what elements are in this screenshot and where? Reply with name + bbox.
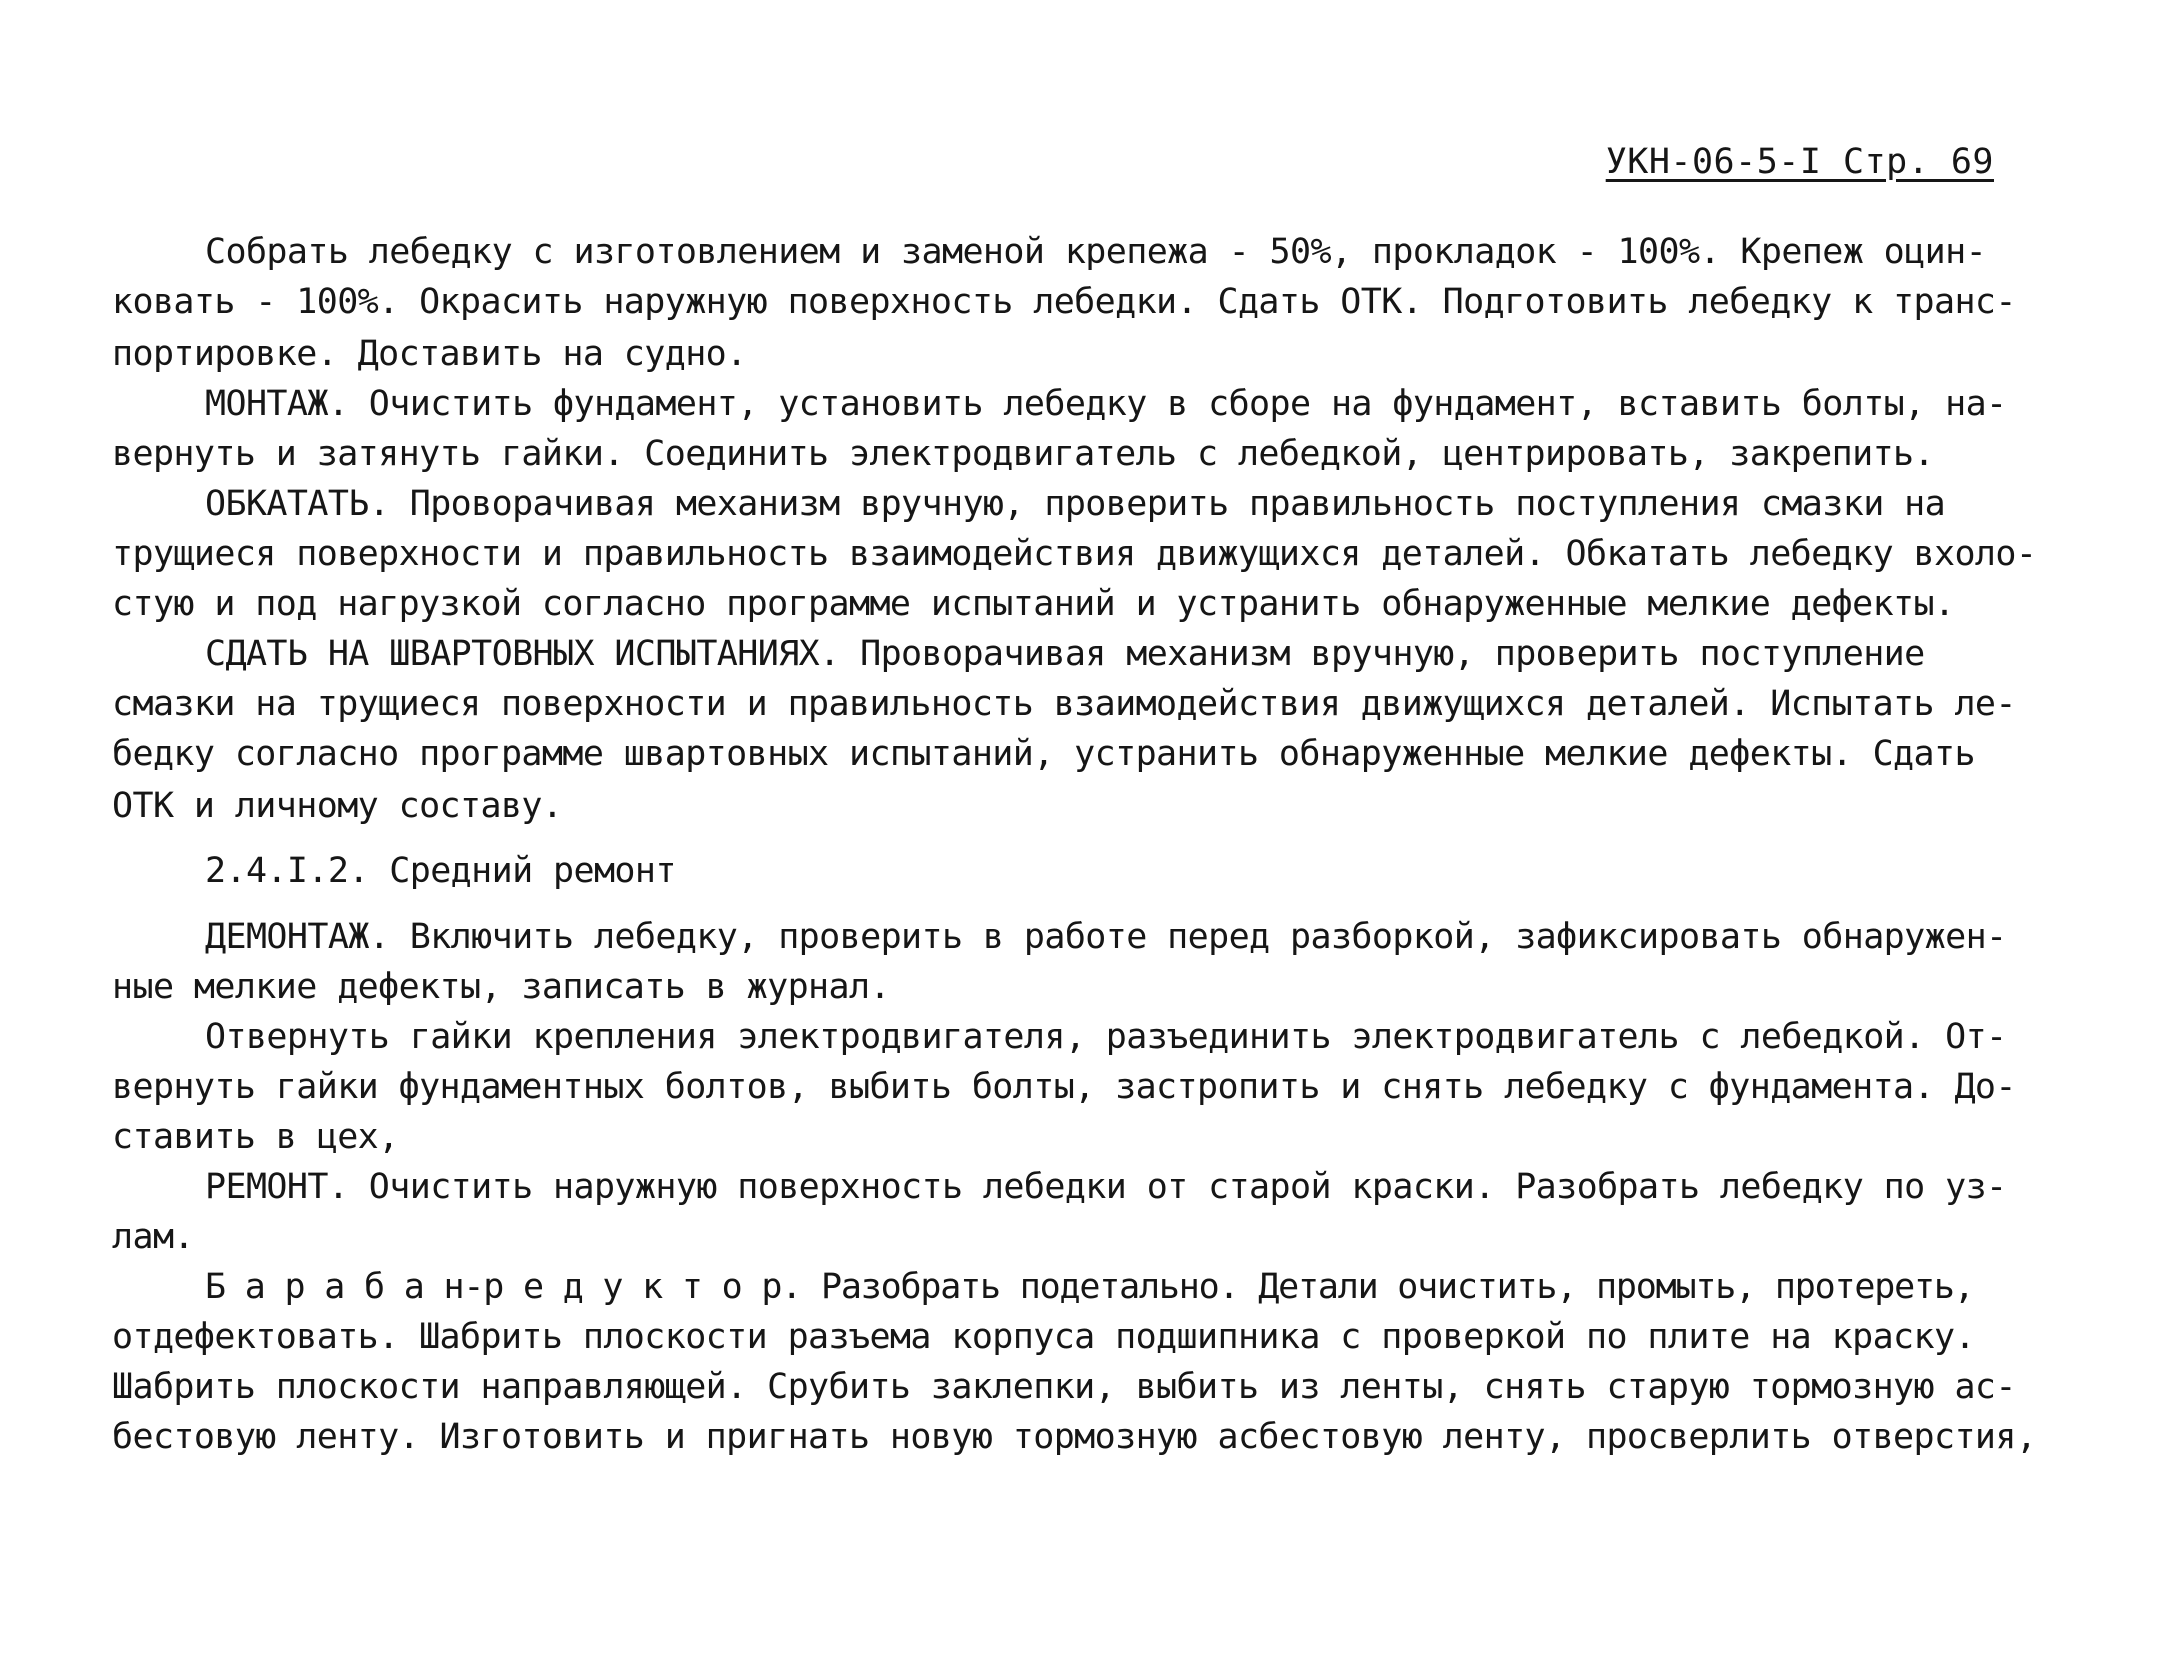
body-line-3: портировке. Доставить на судно. bbox=[112, 334, 747, 374]
body-line-8: стую и под нагрузкой согласно программе испытаний и устранить обнаруженные мелкие дефекты. bbox=[112, 584, 1955, 624]
body-line-24: бестовую ленту. Изготовить и пригнать новую тормозную асбестовую ленту, просверлить отверстия, bbox=[112, 1417, 2037, 1457]
page-header: УКН-06-5-I Стр. 69 bbox=[1605, 142, 1994, 182]
body-line-19: РЕМОНТ. Очистить наружную поверхность лебедки от старой краски. Разобрать лебедку по уз- bbox=[205, 1167, 2007, 1207]
body-line-11: бедку согласно программе швартовных испытаний, устранить обнаруженные мелкие дефекты. Сдать bbox=[112, 734, 1975, 774]
body-line-1: Собрать лебедку с изготовлением и заменой крепежа - 50%, прокладок - 100%. Крепеж оцин- bbox=[205, 232, 1987, 272]
body-line-9: СДАТЬ НА ШВАРТОВНЫХ ИСПЫТАНИЯХ. Проворачивая механизм вручную, проверить поступление bbox=[205, 634, 1925, 674]
body-line-14: ДЕМОНТАЖ. Включить лебедку, проверить в работе перед разборкой, зафиксировать обнаружен- bbox=[205, 917, 2007, 957]
body-line-10: смазки на трущиеся поверхности и правильность взаимодействия движущихся деталей. Испытать ле- bbox=[112, 684, 2016, 724]
body-line-17: вернуть гайки фундаментных болтов, выбить болты, застропить и снять лебедку с фундамента. До- bbox=[112, 1067, 2016, 1107]
body-line-7: трущиеся поверхности и правильность взаимодействия движущихся деталей. Обкатать лебедку вхоло- bbox=[112, 534, 2037, 574]
body-line-20: лам. bbox=[112, 1217, 194, 1257]
body-line-23: Шабрить плоскости направляющей. Срубить заклепки, выбить из ленты, снять старую тормозную ас- bbox=[112, 1367, 2016, 1407]
body-line-4: МОНТАЖ. Очистить фундамент, установить лебедку в сборе на фундамент, вставить болты, на- bbox=[205, 384, 2007, 424]
body-line-2: ковать - 100%. Окрасить наружную поверхность лебедки. Сдать ОТК. Подготовить лебедку к транс- bbox=[112, 282, 2016, 322]
body-line-21: Б а р а б а н-р е д у к т о р. Разобрать подетально. Детали очистить, промыть, протереть, bbox=[205, 1267, 1974, 1307]
body-line-15: ные мелкие дефекты, записать в журнал. bbox=[112, 967, 890, 1007]
body-line-6: ОБКАТАТЬ. Проворачивая механизм вручную, проверить правильность поступления смазки на bbox=[205, 484, 1946, 524]
section-heading: 2.4.I.2. Средний ремонт bbox=[205, 851, 676, 891]
body-line-16: Отвернуть гайки крепления электродвигателя, разъединить электродвигатель с лебедкой. От- bbox=[205, 1017, 2007, 1057]
body-line-22: отдефектовать. Шабрить плоскости разъема корпуса подшипника с проверкой по плите на краску. bbox=[112, 1317, 1975, 1357]
body-line-5: вернуть и затянуть гайки. Соединить электродвигатель с лебедкой, центрировать, закрепить. bbox=[112, 434, 1934, 474]
body-line-12: ОТК и личному составу. bbox=[112, 786, 563, 826]
body-line-18: ставить в цех, bbox=[112, 1117, 399, 1157]
